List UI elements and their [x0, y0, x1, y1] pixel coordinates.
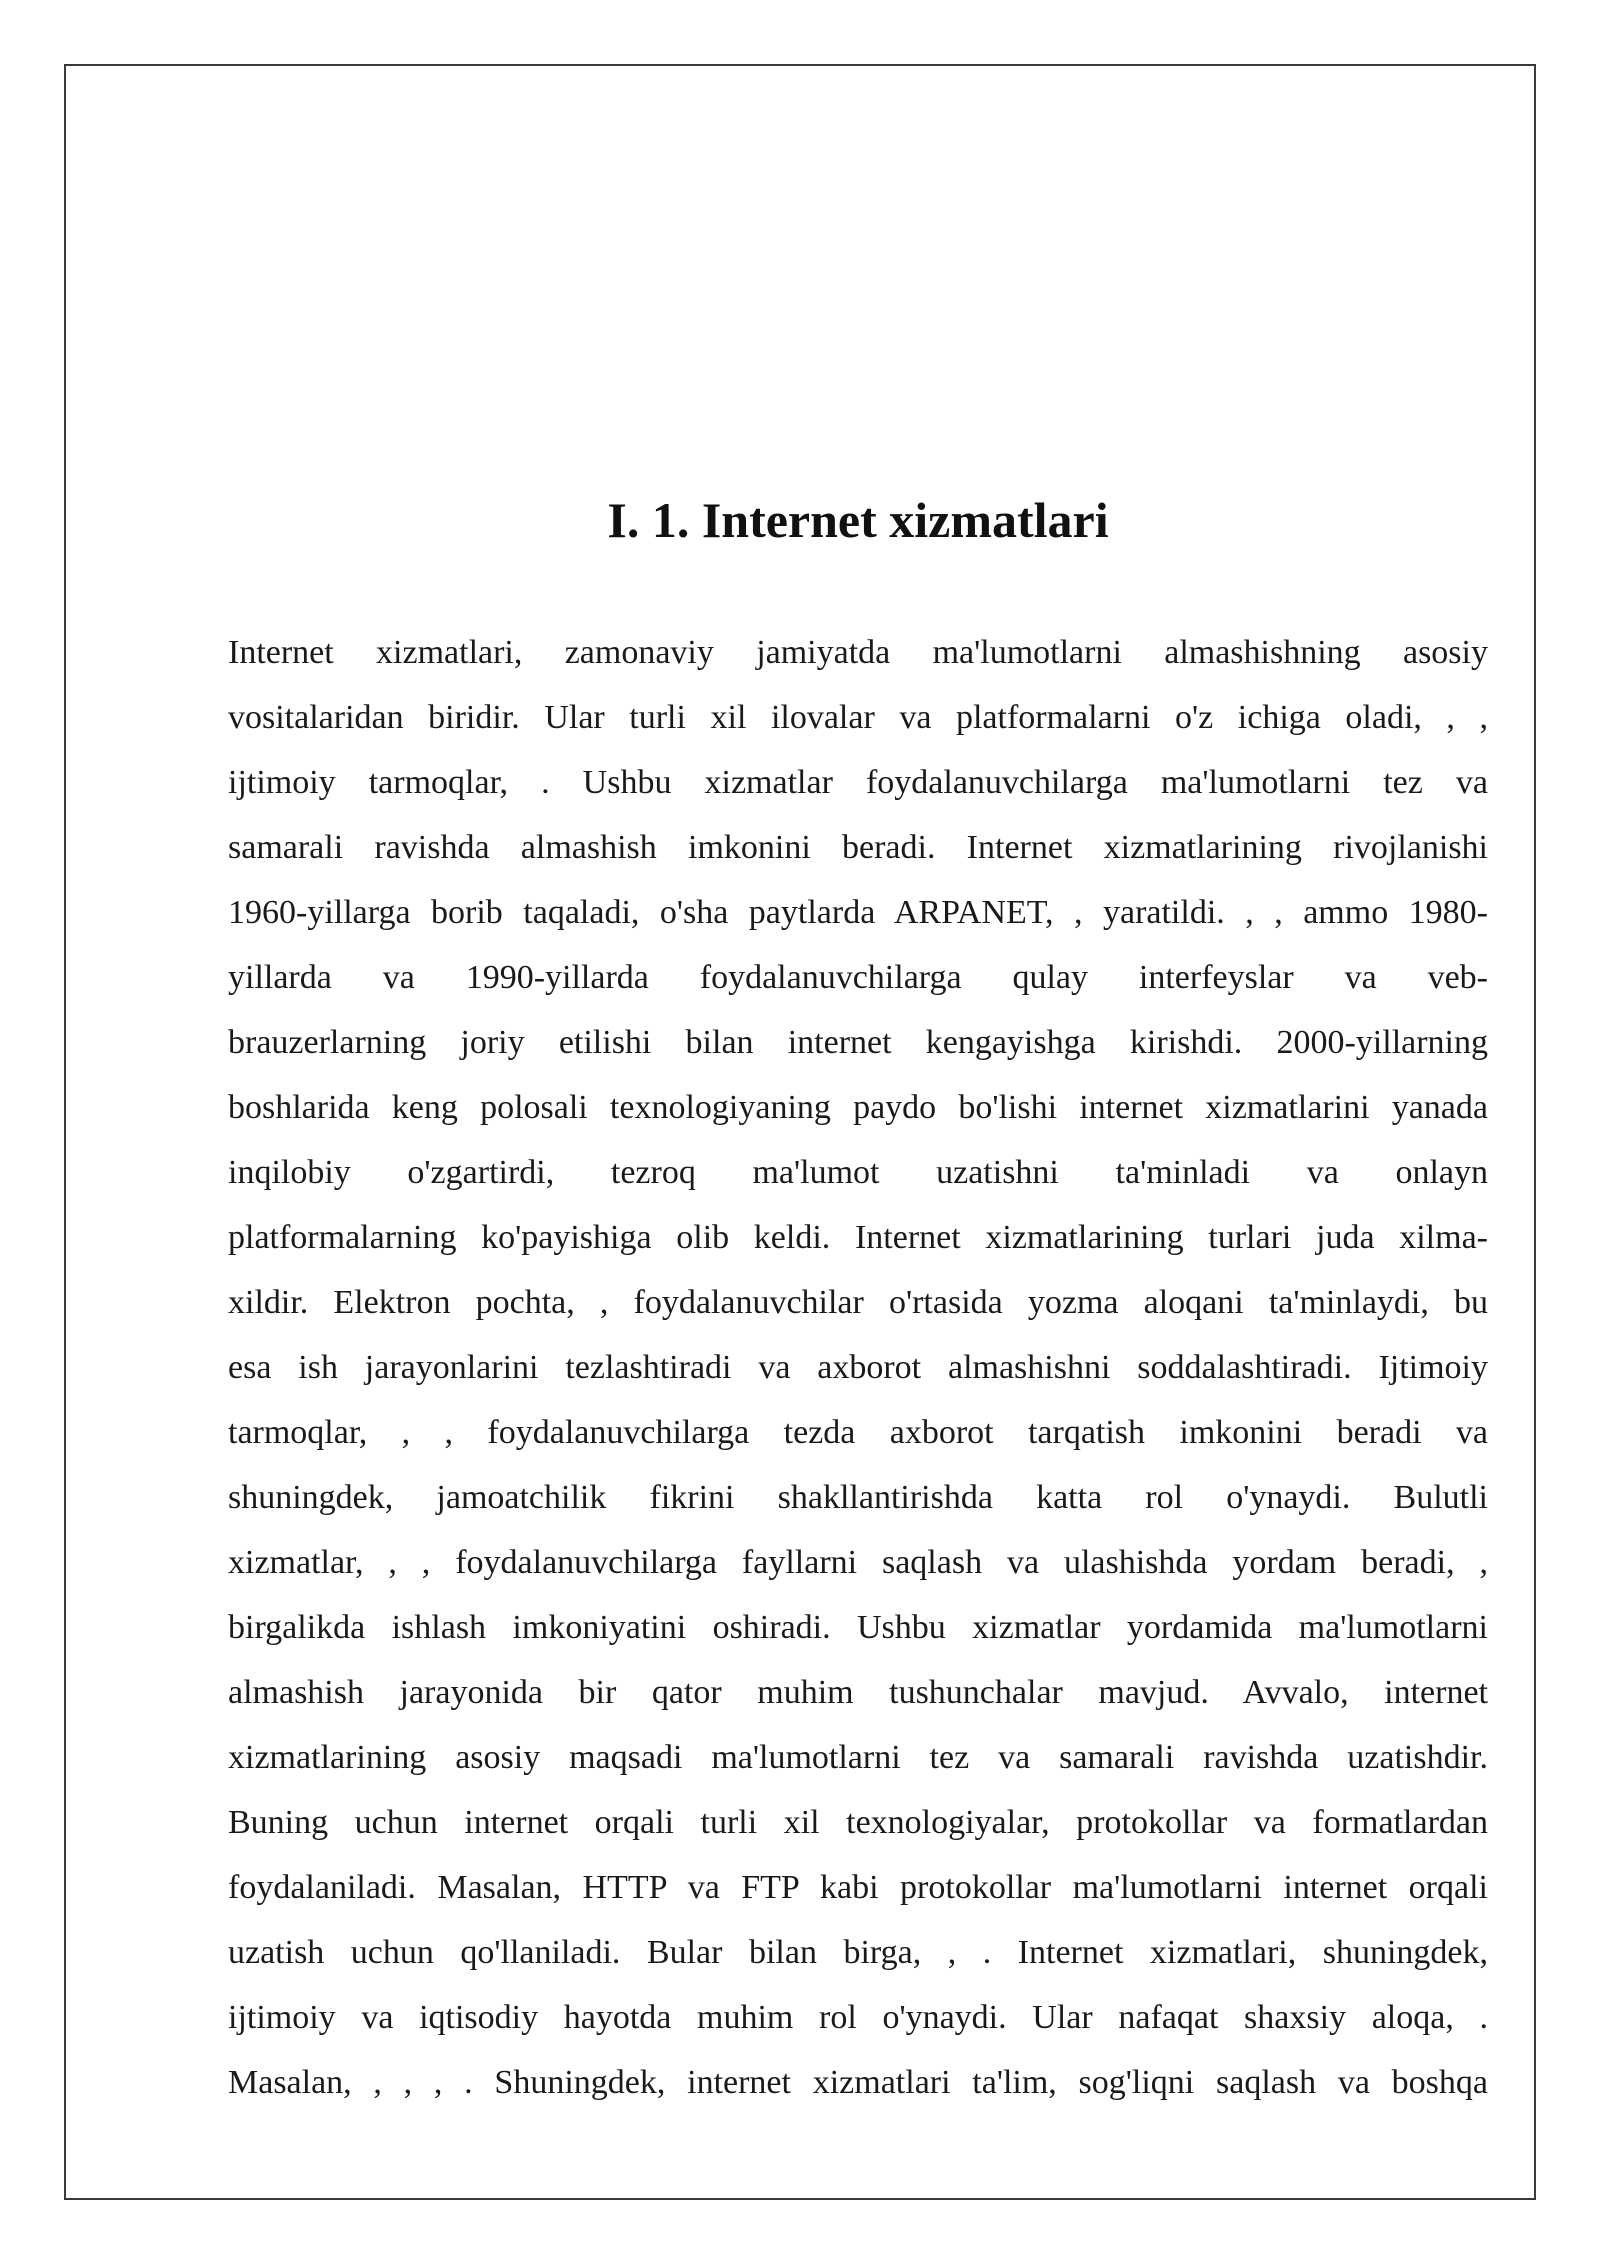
text-line: xildir. Elektron pochta, , foydalanuvchilar o'rtasida yozma aloqani ta'minlaydi, bu [228, 1284, 1488, 1321]
text-line: foydalaniladi. Masalan, HTTP va FTP kabi protokollar ma'lumotlarni internet orqali [228, 1869, 1488, 1906]
text-line: tarmoqlar, , , foydalanuvchilarga tezda axborot tarqatish imkonini beradi va [228, 1414, 1488, 1451]
body-paragraph [228, 620, 1488, 2115]
text-line: samarali ravishda almashish imkonini beradi. Internet xizmatlarining rivojlanishi [228, 829, 1488, 866]
text-line: boshlarida keng polosali texnologiyaning paydo bo'lishi internet xizmatlarini yanada [228, 1089, 1488, 1126]
text-line: yillarda va 1990-yillarda foydalanuvchilarga qulay interfeyslar va veb- [228, 959, 1488, 996]
text-line: almashish jarayonida bir qator muhim tushunchalar mavjud. Avvalo, internet [228, 1674, 1488, 1711]
text-line: 1960-yillarga borib taqaladi, o'sha paytlarda ARPANET, , yaratildi. , , ammo 1980- [228, 894, 1488, 931]
text-line: Buning uchun internet orqali turli xil texnologiyalar, protokollar va formatlardan [228, 1804, 1488, 1841]
text-line: Internet xizmatlari, zamonaviy jamiyatda ma'lumotlarni almashishning asosiy [228, 634, 1488, 671]
text-line: uzatish uchun qo'llaniladi. Bular bilan birga, , . Internet xizmatlari, shuningdek, [228, 1934, 1488, 1971]
text-line: ijtimoiy va iqtisodiy hayotda muhim rol o'ynaydi. Ular nafaqat shaxsiy aloqa, . [228, 1999, 1488, 2036]
text-line: platformalarning ko'payishiga olib keldi. Internet xizmatlarining turlari juda xilma- [228, 1219, 1488, 1256]
text-line: shuningdek, jamoatchilik fikrini shakllantirishda katta rol o'ynaydi. Bulutli [228, 1479, 1488, 1516]
page-title: I. 1. Internet xizmatlari [607, 492, 1109, 548]
text-line: brauzerlarning joriy etilishi bilan internet kengayishga kirishdi. 2000-yillarning [228, 1024, 1488, 1061]
text-line: vositalaridan biridir. Ular turli xil ilovalar va platformalarni o'z ichiga oladi, , , [228, 699, 1488, 736]
text-line: xizmatlar, , , foydalanuvchilarga fayllarni saqlash va ulashishda yordam beradi, , [228, 1544, 1488, 1581]
text-line: ijtimoiy tarmoqlar, . Ushbu xizmatlar foydalanuvchilarga ma'lumotlarni tez va [228, 764, 1488, 801]
text-line: inqilobiy o'zgartirdi, tezroq ma'lumot uzatishni ta'minladi va onlayn [228, 1154, 1488, 1191]
text-line: esa ish jarayonlarini tezlashtiradi va axborot almashishni soddalashtiradi. Ijtimoiy [228, 1349, 1488, 1386]
text-line: Masalan, , , , . Shuningdek, internet xizmatlari ta'lim, sog'liqni saqlash va boshqa [228, 2064, 1488, 2101]
text-line: xizmatlarining asosiy maqsadi ma'lumotlarni tez va samarali ravishda uzatishdir. [228, 1739, 1488, 1776]
text-line: birgalikda ishlash imkoniyatini oshiradi. Ushbu xizmatlar yordamida ma'lumotlarni [228, 1609, 1488, 1646]
